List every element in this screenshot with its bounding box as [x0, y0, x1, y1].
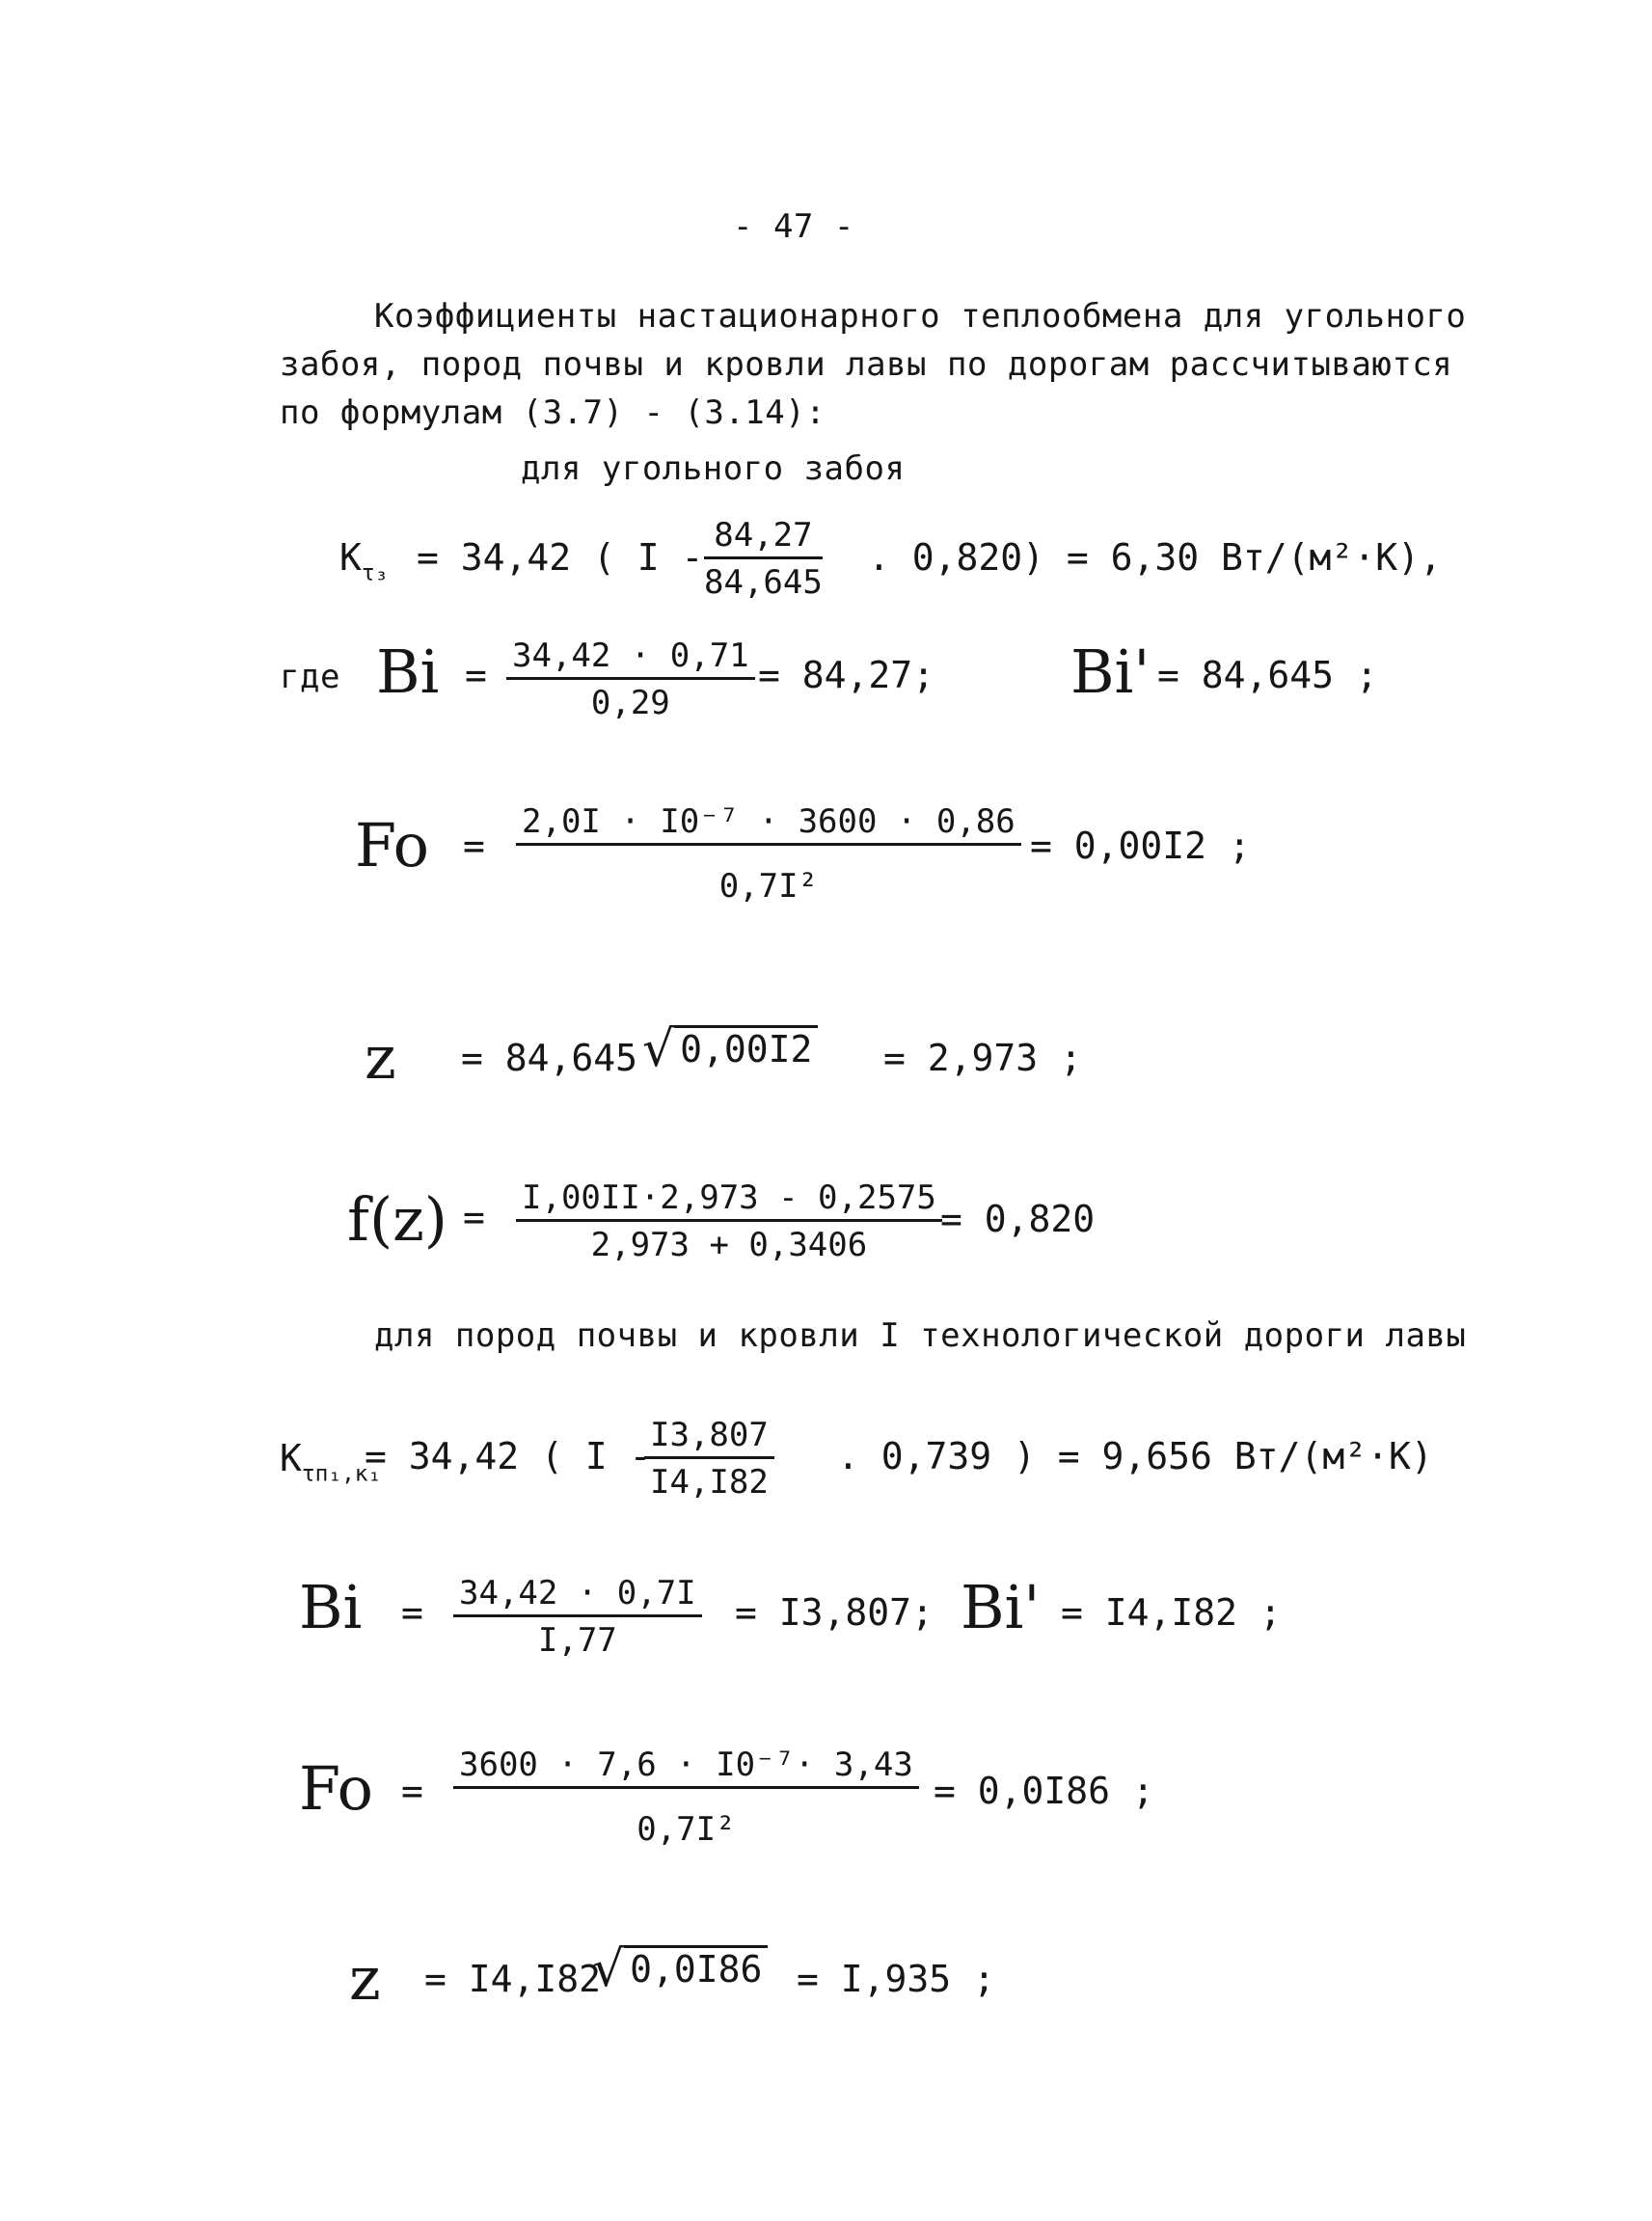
- k2-rhs: . 0,739 ) = 9,656 Вт/(м²·К): [837, 1435, 1433, 1477]
- k2-symbol: K: [280, 1437, 302, 1479]
- fz-denominator: 2,973 + 0,3406: [590, 1226, 868, 1264]
- fo2-eq: =: [401, 1770, 423, 1812]
- sqrt-icon: √: [642, 1020, 675, 1078]
- z-lhs: = 84,645: [461, 1037, 638, 1079]
- fo-numerator: 2,0I · I0⁻⁷ · 3600 · 0,86: [516, 802, 1021, 846]
- fo2-symbol: Fo: [299, 1753, 373, 1824]
- section2-heading: для пород почвы и кровли I технологической дороги лавы: [374, 1316, 1467, 1355]
- bi2-result: = I3,807;: [735, 1591, 934, 1634]
- z-sqrt: [642, 1020, 818, 1078]
- bi-prime-symbol: Bi': [1070, 637, 1151, 707]
- intro-line-2: забоя, пород почвы и кровли лавы по дорогам рассчитываются: [280, 345, 1453, 384]
- k-symbol: K: [339, 536, 362, 579]
- bi-prime-result: = 84,645 ;: [1157, 654, 1378, 696]
- bi-result: = 84,27;: [758, 654, 935, 696]
- z2-result: = I,935 ;: [797, 1958, 995, 2000]
- sqrt-icon: √: [592, 1940, 625, 1998]
- bi-prefix: где: [280, 658, 340, 696]
- k-lhs: = 34,42 ( I -: [417, 536, 704, 579]
- bi2-symbol: Bi: [299, 1572, 363, 1642]
- k2-fraction: [644, 1416, 774, 1502]
- k-numerator: 84,27: [704, 516, 823, 559]
- bi2-prime-result: = I4,I82 ;: [1061, 1591, 1282, 1634]
- fz-symbol: f(z): [347, 1184, 447, 1255]
- bi-eq: =: [465, 654, 487, 696]
- fo2-numerator: 3600 · 7,6 · I0⁻⁷· 3,43: [453, 1746, 919, 1789]
- k-denominator: 84,645: [704, 563, 823, 602]
- intro-line-3: по формулам (3.7) - (3.14):: [280, 393, 826, 432]
- z-symbol: z: [365, 1022, 396, 1093]
- fo-fraction: [516, 802, 1021, 906]
- fz-fraction: [516, 1178, 942, 1264]
- fo-eq: =: [463, 825, 485, 867]
- k2-lhs: = 34,42 ( I -: [365, 1435, 652, 1477]
- fo-result: = 0,00I2 ;: [1030, 825, 1251, 867]
- bi-numerator: 34,42 · 0,71: [506, 637, 755, 680]
- fo-symbol: Fo: [355, 810, 429, 880]
- k2-subscript: τп₁,к₁: [301, 1461, 382, 1487]
- fo-denominator: 0,7I²: [718, 867, 819, 906]
- bi-fraction: [506, 637, 755, 722]
- k-formula-1: [339, 536, 389, 586]
- intro-line-1: Коэффициенты настационарного теплообмена для угольного: [374, 297, 1467, 336]
- z2-radicand: 0,0I86: [624, 1945, 768, 1991]
- fz-numerator: I,00II·2,973 - 0,2575: [516, 1178, 942, 1222]
- bi-symbol: Bi: [376, 637, 440, 707]
- k-fraction: [704, 516, 823, 602]
- bi2-prime-symbol: Bi': [961, 1572, 1041, 1642]
- bi2-denominator: I,77: [537, 1621, 617, 1660]
- fz-result: = 0,820: [940, 1198, 1096, 1240]
- bi2-fraction: [453, 1574, 702, 1660]
- fo2-fraction: [453, 1746, 919, 1849]
- z-result: = 2,973 ;: [883, 1037, 1082, 1079]
- k2-numerator: I3,807: [644, 1416, 774, 1459]
- section1-heading: для угольного забоя: [521, 449, 906, 488]
- fo2-denominator: 0,7I²: [636, 1810, 736, 1849]
- z2-symbol: z: [349, 1943, 381, 2014]
- fz-eq: =: [463, 1196, 485, 1238]
- bi2-numerator: 34,42 · 0,7I: [453, 1574, 702, 1617]
- k-rhs: . 0,820) = 6,30 Вт/(м²·К),: [868, 536, 1442, 579]
- z2-lhs: = I4,I82: [424, 1958, 602, 2000]
- k2-denominator: I4,I82: [650, 1463, 769, 1502]
- z-radicand: 0,00I2: [674, 1025, 818, 1070]
- fo2-result: = 0,0I86 ;: [934, 1770, 1154, 1812]
- page-number: - 47 -: [733, 207, 854, 246]
- bi2-eq: =: [401, 1591, 423, 1634]
- z2-sqrt: [592, 1940, 768, 1998]
- k-subscript: τ₃: [361, 560, 389, 586]
- bi-denominator: 0,29: [590, 684, 670, 722]
